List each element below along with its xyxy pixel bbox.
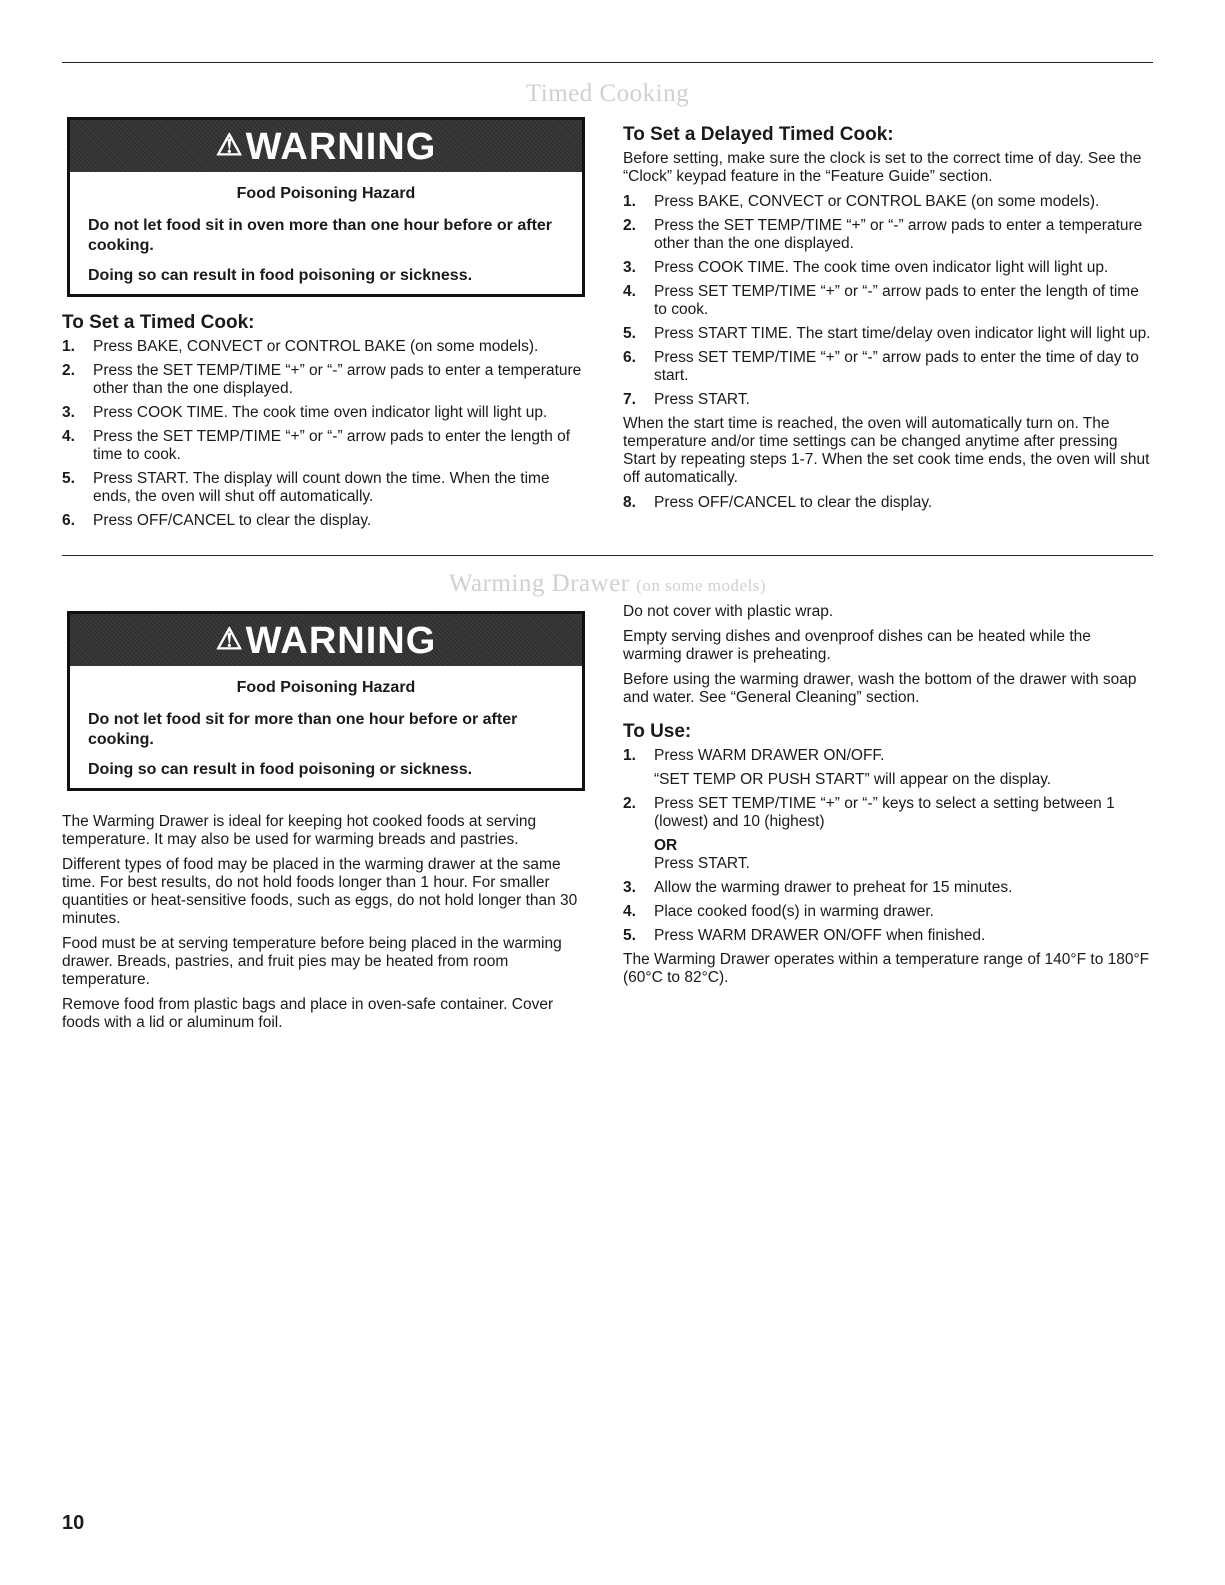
list-item: 2. Press SET TEMP/TIME “+” or “-” keys to select a setting between 1 (lowest) and 10 (highest) OR Press START. (623, 795, 1115, 872)
paragraph: Food must be at serving temperature before being placed in the warming drawer. Breads, pastries, and fruit pies may be heated from room temperature. (62, 935, 562, 988)
timed-cook-section (62, 312, 590, 536)
warming-title-main: Warming Drawer (448, 570, 630, 597)
to-use-steps (623, 747, 1153, 945)
list-item: 2. Press the SET TEMP/TIME “+” or “-” arrow pads to enter a temperature other than the one displayed. (623, 217, 1143, 252)
warming-left-text (62, 813, 590, 1039)
warning-box-warming (67, 611, 585, 791)
paragraph: Different types of food may be placed in the warming drawer at the same time. For best results, do not hold foods longer than 1 hour. For smaller quantities or heat-sensitive foods, such as eggs, do not hold longer than 30 minutes. (62, 856, 578, 927)
warning-line-1: Do not let food sit in oven more than one hour before or after cooking. (88, 217, 553, 254)
warning-line-2: Doing so can result in food poisoning or sickness. (88, 267, 473, 284)
list-item: 8. Press OFF/CANCEL to clear the display. (623, 494, 933, 511)
list-item: 1. Press BAKE, CONVECT or CONTROL BAKE (on some models). (623, 193, 1100, 210)
paragraph: Remove food from plastic bags and place in oven-safe container. Cover foods with a lid or aluminum foil. (62, 996, 554, 1031)
warning-triangle-icon: ⚠ (215, 129, 244, 162)
heading-to-use: To Use: (623, 721, 692, 742)
warning-line-1: Do not let food sit for more than one hour before or after cooking. (88, 711, 518, 748)
section-title-timed-cooking: Timed Cooking (525, 80, 690, 107)
delayed-cook-final-step (623, 494, 1153, 512)
list-item: 4. Place cooked food(s) in warming drawer. (623, 903, 934, 920)
paragraph: The Warming Drawer is ideal for keeping hot cooked foods at serving temperature. It may also be used for warming breads and pastries. (62, 813, 537, 848)
hazard-title: Food Poisoning Hazard (236, 185, 416, 202)
list-item: 1. Press WARM DRAWER ON/OFF. “SET TEMP OR PUSH START” will appear on the display. (623, 747, 1052, 788)
paragraph: Before using the warming drawer, wash the bottom of the drawer with soap and water. See “General Cleaning” section. (623, 671, 1137, 706)
list-item: 7. Press START. (623, 391, 750, 408)
paragraph: Do not cover with plastic wrap. (623, 603, 834, 620)
list-item: 4. Press the SET TEMP/TIME “+” or “-” arrow pads to enter the length of time to cook. (62, 428, 571, 463)
hazard-title: Food Poisoning Hazard (236, 679, 416, 696)
temperature-range-note: The Warming Drawer operates within a temperature range of 140°F to 180°F (60°C to 82°C). (623, 951, 1150, 986)
top-rule (62, 62, 1153, 63)
warning-triangle-icon: ⚠ (215, 623, 244, 656)
page-number: 10 (62, 1512, 85, 1534)
heading-set-timed-cook: To Set a Timed Cook: (62, 312, 255, 333)
heading-set-delayed-timed-cook: To Set a Delayed Timed Cook: (623, 124, 894, 145)
list-item: 2. Press the SET TEMP/TIME “+” or “-” arrow pads to enter a temperature other than the one displayed. (62, 362, 582, 397)
warning-banner-label: WARNING (245, 126, 437, 168)
timed-cook-steps (62, 338, 590, 530)
list-item: 1. Press BAKE, CONVECT or CONTROL BAKE (on some models). (62, 338, 539, 355)
middle-rule (62, 555, 1153, 556)
warning-line-2: Doing so can result in food poisoning or sickness. (88, 761, 473, 778)
delayed-cook-steps (623, 193, 1153, 409)
delayed-note: When the start time is reached, the oven will automatically turn on. The temperature and/or time settings can be changed anytime after pressing Start by repeating steps 1-7. When the set cook time ends, the oven will shut off automatically. (623, 415, 1150, 486)
section-title-warming-drawer (62, 570, 1153, 598)
warning-box-timed (67, 117, 585, 297)
warning-banner-label: WARNING (245, 620, 437, 662)
warming-title-suffix: (on some models) (636, 576, 767, 595)
warning-banner (70, 120, 582, 172)
list-item: 3. Press COOK TIME. The cook time oven indicator light will light up. (623, 259, 1109, 276)
list-item: 5. Press START. The display will count down the time. When the time ends, the oven will shut off automatically. (62, 470, 550, 505)
warming-right-text (623, 603, 1153, 994)
paragraph: Empty serving dishes and ovenproof dishes can be heated while the warming drawer is preheating. (623, 628, 1091, 663)
list-item: 3. Press COOK TIME. The cook time oven indicator light will light up. (62, 404, 548, 421)
delayed-intro: Before setting, make sure the clock is set to the correct time of day. See the “Clock” keypad feature in the “Feature Guide” section. (623, 150, 1142, 185)
list-item: 5. Press WARM DRAWER ON/OFF when finished. (623, 927, 986, 944)
list-item: 3. Allow the warming drawer to preheat for 15 minutes. (623, 879, 1013, 896)
warning-banner (70, 614, 582, 666)
delayed-cook-section (623, 124, 1153, 518)
list-item: 5. Press START TIME. The start time/delay oven indicator light will light up. (623, 325, 1151, 342)
list-item: 4. Press SET TEMP/TIME “+” or “-” arrow pads to enter the length of time to cook. (623, 283, 1139, 318)
list-item: 6. Press SET TEMP/TIME “+” or “-” arrow pads to enter the time of day to start. (623, 349, 1139, 384)
list-item: 6. Press OFF/CANCEL to clear the display. (62, 512, 372, 529)
